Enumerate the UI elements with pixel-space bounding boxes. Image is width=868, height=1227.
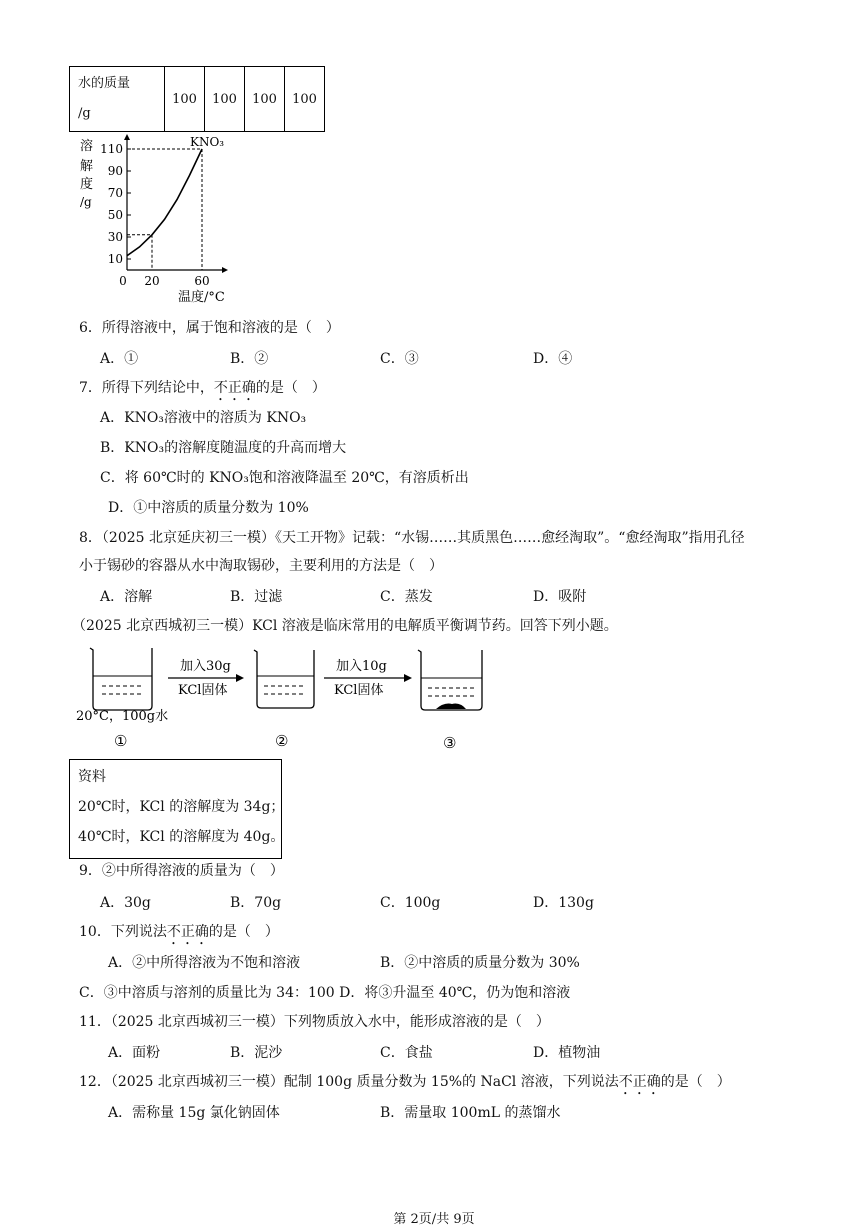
series-label: KNO₃ [190, 135, 225, 149]
q9-option-d: D．130g [533, 895, 594, 911]
table-cell: 100 [165, 67, 205, 132]
arrow-1 [168, 674, 244, 682]
q7-option-d: D．①中溶质的质量分数为 10% [108, 500, 309, 516]
q6-option-a: A．① [100, 351, 139, 367]
beaker-2 [254, 650, 314, 708]
arrow-1-bottom-label: KCl固体 [178, 683, 228, 698]
y-tick-label: 110 [100, 142, 123, 156]
q6-option-b: B．② [230, 351, 269, 367]
info-box-line1: 20℃时，KCl 的溶解度为 34g； [78, 799, 285, 815]
q8-option-b: B．过滤 [230, 589, 283, 605]
q8-stem-line2: 小于锡砂的容器从水中淘取锡砂，主要利用的方法是（ ） [79, 558, 443, 574]
q10-option-cd: C．③中溶质与溶剂的质量比为 34：100 D．将③升温至 40℃，仍为饱和溶液 [79, 985, 571, 1001]
ylabel-char: /g [80, 195, 92, 209]
q10-option-b: B．②中溶质的质量分数为 30% [380, 955, 580, 971]
q7-option-a: A．KNO₃溶液中的溶质为 KNO₃ [100, 410, 307, 426]
y-tick-label: 10 [107, 252, 123, 266]
q7-stem: 7．所得下列结论中，不正确的是（ ） [79, 380, 326, 396]
page-footer: 第 2页/共 9页 [393, 1212, 475, 1227]
arrow-2-bottom-label: KCl固体 [334, 683, 384, 698]
q11-option-d: D．植物油 [533, 1045, 601, 1061]
q9-stem: 9．②中所得溶液的质量为（ ） [79, 863, 284, 879]
info-box-line2: 40℃时，KCl 的溶解度为 40g。 [78, 829, 285, 845]
arrow-2-top-label: 加入10g [336, 659, 387, 674]
info-box-title: 资料 [78, 769, 106, 785]
x-tick-label: 20 [144, 274, 160, 288]
ylabel-char: 溶 [80, 139, 94, 154]
beaker-3 [418, 650, 482, 710]
q11-option-c: C．食盐 [380, 1045, 433, 1061]
x-axis-arrow [222, 267, 228, 273]
kno3-solubility-curve [127, 149, 202, 256]
q6-stem: 6．所得溶液中，属于饱和溶液的是（ ） [79, 320, 340, 336]
table-cell: 100 [285, 67, 325, 132]
beaker-1-number: ① [114, 732, 128, 750]
y-tick-label: 30 [107, 230, 123, 244]
arrow-1-top-label: 加入30g [180, 659, 231, 674]
y-tick-label: 90 [107, 164, 123, 178]
q11-stem: 11．（2025 北京西城初三一模）下列物质放入水中，能形成溶液的是（ ） [79, 1014, 550, 1030]
q9-option-c: C．100g [380, 895, 441, 911]
water-mass-table [69, 66, 325, 132]
arrow-2 [324, 674, 412, 682]
beaker-2-number: ② [275, 732, 289, 750]
q12-option-b: B．需量取 100mL 的蒸馏水 [380, 1105, 561, 1121]
table-cell: 100 [205, 67, 245, 132]
q8-option-a: A．溶解 [100, 589, 153, 605]
beaker-1 [90, 648, 152, 710]
table-header-cell: 水的质量 /g [70, 67, 165, 132]
xlabel: 温度/°C [178, 290, 225, 305]
x-tick-label: 0 [119, 274, 127, 288]
q10-stem: 10．下列说法不正确的是（ ） [79, 924, 279, 940]
q7-option-c: C．将 60℃时的 KNO₃饱和溶液降温至 20℃，有溶质析出 [100, 470, 469, 486]
q11-option-a: A．面粉 [108, 1045, 161, 1061]
ylabel-char: 解 [80, 159, 94, 174]
q6-option-c: C．③ [380, 351, 419, 367]
q11-option-b: B．泥沙 [230, 1045, 283, 1061]
info-box [69, 759, 285, 859]
beaker-3-number: ③ [443, 734, 457, 752]
q10-option-a: A．②中所得溶液为不饱和溶液 [108, 955, 301, 971]
q8-option-c: C．蒸发 [380, 589, 433, 605]
kcl-intro: （2025 北京西城初三一模）KCl 溶液是临床常用的电解质平衡调节药。回答下列小题。 [72, 618, 618, 634]
beaker-1-caption: 20°C，100g水 [76, 709, 169, 724]
q9-option-b: B．70g [230, 895, 282, 911]
q9-option-a: A．30g [100, 895, 151, 911]
ylabel-char: 度 [80, 177, 94, 192]
y-axis-arrow [124, 134, 130, 140]
q12-option-a: A．需称量 15g 氯化钠固体 [108, 1105, 280, 1121]
undissolved-solid [436, 704, 466, 709]
q8-stem-line1: 8．（2025 北京延庆初三一模）《天工开物》记载：“水锡……其质黑色……愈经淘取”。“愈经淘取”指用孔径 [79, 530, 745, 546]
q6-option-d: D．④ [533, 351, 573, 367]
x-tick-label: 60 [194, 274, 210, 288]
q8-option-d: D．吸附 [533, 589, 587, 605]
q7-option-b: B．KNO₃的溶解度随温度的升高而增大 [100, 440, 347, 456]
q12-stem: 12．（2025 北京西城初三一模）配制 100g 质量分数为 15%的 NaCl 溶液，下列说法不正确的是（ ） [79, 1074, 731, 1090]
y-tick-label: 50 [107, 208, 123, 222]
solubility-chart [70, 130, 290, 305]
y-tick-label: 70 [107, 186, 123, 200]
table-cell: 100 [245, 67, 285, 132]
kcl-beaker-diagram [74, 640, 514, 755]
table-row [70, 67, 325, 132]
